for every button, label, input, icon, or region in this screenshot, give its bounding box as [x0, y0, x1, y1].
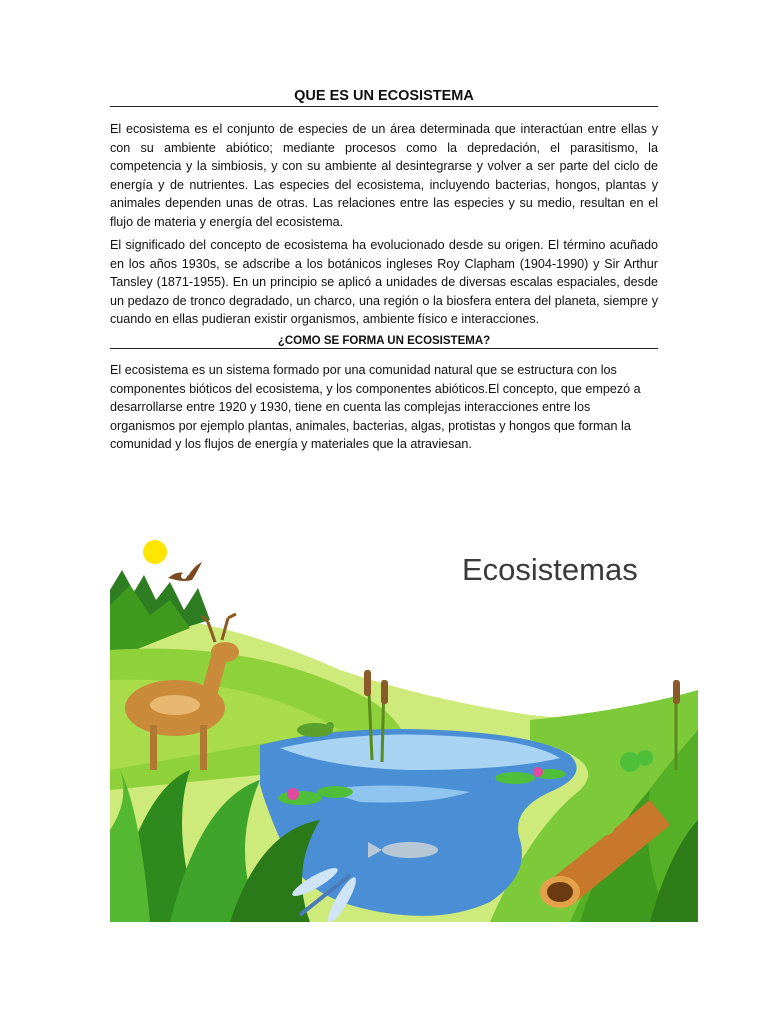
paragraph-definition: El ecosistema es el conjunto de especies de un área determinada que interactúan entre ellas y con su ambiente abiótico; mediante procesos como la depredación, el parasitismo, la competencia y la simbiosis, y con su ambiente al desintegrarse y volver a ser parte del ciclo de energía y de nutrientes. Las especies del ecosistema, incluyendo bacterias, hongos, plantas y animales dependen unas de otras. Las relaciones entre las especies y su medio, resultan en el flujo de materia y energía del ecosistema. [110, 122, 658, 229]
paragraph-formation: El ecosistema es un sistema formado por una comunidad natural que se estructura con los componentes bióticos del ecosistema, y los componentes abióticos.El concepto, que empezó a desarrollarse entre 1920 y 1930, tiene en cuenta las complejas interacciones entre los organismos por ejemplo plantas, animales, bacterias, algas, protistas y hongos que forman la comunidad y los flujos de energía y materiales que la atraviesan. [110, 363, 641, 451]
ecosystem-illustration [110, 530, 698, 922]
illustration-title: Ecosistemas [462, 552, 638, 587]
sun-icon [143, 540, 167, 564]
paragraph-history: El significado del concepto de ecosistema ha evolucionado desde su origen. El término acuñado en los años 1930s, se adscribe a los botánicos ingleses Roy Clapham (1904-1990) y Sir Arthur Tansley (1871-1955). En un principio se aplicó a unidades de diversas escalas espaciales, desde un pedazo de tronco degradado, un charco, una región o la biosfera entera del planeta, siempre y cuando en ellas pudieran existir organismos, ambiente físico e interacciones. [110, 238, 658, 326]
section-subtitle: ¿COMO SE FORMA UN ECOSISTEMA? [110, 335, 658, 349]
page-title: QUE ES UN ECOSISTEMA [110, 88, 658, 107]
